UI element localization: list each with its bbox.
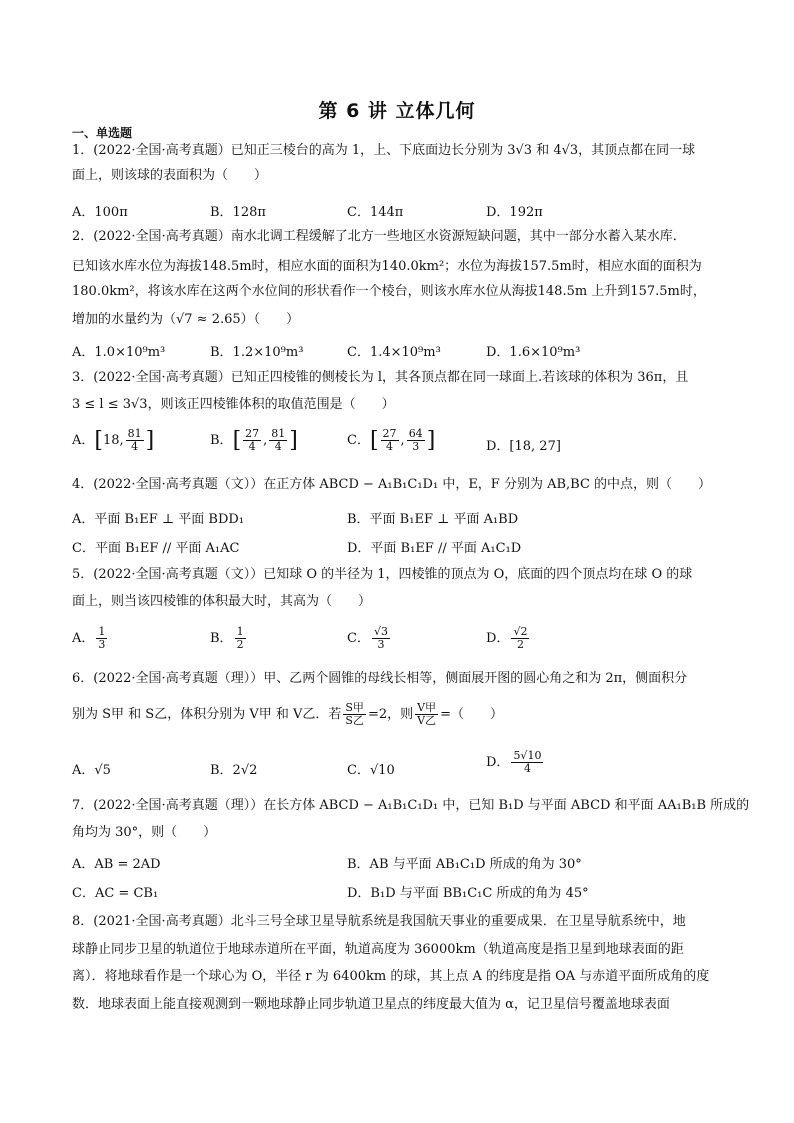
q5-c-den: 3 xyxy=(377,638,385,651)
q7-text-line2: 角均为 30°，则（ ） xyxy=(72,825,217,840)
q4-text-line1: 4．(2022·全国·高考真题（文））在正方体 ABCD − A₁B₁C₁D₁ 中，E，F 分别为 AB,BC 的中点，则（ ） xyxy=(72,477,712,492)
fraction xyxy=(511,626,529,651)
q6-text-line1: 6．(2022·全国·高考真题（理））甲、乙两个圆锥的母线长相等，侧面展开图的圆心角之和为 2π，侧面积分 xyxy=(72,671,688,686)
q6-option-d xyxy=(486,750,545,775)
fraction xyxy=(511,750,543,775)
open-bracket: [ xyxy=(94,428,103,453)
q8-text-line3: 离）．将地球看作是一个球心为 O，半径 r 为 6400km 的球，其上点 A 的纬度是指 OA 与赤道平面所成角的度 xyxy=(72,969,710,984)
q6-d-den: 4 xyxy=(523,762,531,775)
open-bracket: [ xyxy=(369,428,379,453)
q6-option-a: A．√5 xyxy=(72,763,111,778)
q3-c-num2: 64 xyxy=(408,427,423,440)
q7-option-c: C．AC = CB₁ xyxy=(72,886,159,901)
q1-text-line2: 面上，则该球的表面积为（ ） xyxy=(72,168,268,183)
q8-text-line2: 球静止同步卫星的轨道位于地球赤道所在平面，轨道高度为 36000km（轨道高度是指卫星到地球表面的距 xyxy=(72,942,684,957)
fraction xyxy=(415,702,438,727)
q7-option-d: D．B₁D 与平面 BB₁C₁C 所成的角为 45° xyxy=(347,886,589,901)
q2-text-line3: 180.0km²，将该水库在这两个水位间的形状看作一个棱台，则该水库水位从海拔148.5m 上升到157.5m时， xyxy=(72,284,706,299)
q5-option-c-label: C． xyxy=(347,631,370,646)
q2-option-b: B．1.2×10⁹m³ xyxy=(210,345,304,360)
q6-line2-part-b: =2，则 xyxy=(367,707,414,722)
q3-a-num: 81 xyxy=(127,427,142,440)
q3-option-c: C．[ $\frac{27}{4}$ , $\frac{64}{3}$ ] xyxy=(347,427,436,453)
q5-option-d xyxy=(486,626,531,651)
fraction xyxy=(235,626,246,651)
q3-text-line2: 3 ≤ l ≤ 3√3，则该正四棱锥体积的取值范围是（ ） xyxy=(72,397,395,412)
fraction xyxy=(243,428,261,453)
close-bracket: ] xyxy=(145,428,155,453)
q3-c-den2: 3 xyxy=(412,440,420,453)
q5-b-den: 2 xyxy=(236,638,244,651)
q6-option-b: B．2√2 xyxy=(210,763,258,778)
q3-option-a xyxy=(72,428,154,453)
q2-text-line4: 增加的水量约为（√7 ≈ 2.65）（ ） xyxy=(72,312,300,327)
q8-text-line4: 数．地球表面上能直接观测到一颗地球静止同步轨道卫星点的纬度最大值为 α，记卫星信号覆盖地球表面 xyxy=(72,997,670,1012)
q4-option-a: A．平面 B₁EF ⊥ 平面 BDD₁ xyxy=(72,512,245,527)
q7-option-a: A．AB = 2AD xyxy=(72,857,161,872)
q5-c-num: √3 xyxy=(373,625,388,638)
open-bracket: [ xyxy=(232,428,242,453)
q4-option-d: D．平面 B₁EF // 平面 A₁C₁D xyxy=(347,541,522,556)
q5-d-den: 2 xyxy=(516,638,524,651)
q3-c-den1: 4 xyxy=(386,440,394,453)
q5-option-b xyxy=(210,626,248,651)
q7-text-line1: 7．(2022·全国·高考真题（理））在长方体 ABCD − A₁B₁C₁D₁ 中，已知 B₁D 与平面 ABCD 和平面 AA₁B₁B 所成的 xyxy=(72,798,750,813)
q3-option-b: B．[ $\frac{27}{4}$ , $\frac{81}{4}$ ] xyxy=(210,427,298,453)
q6-d-num: 5√10 xyxy=(513,749,542,762)
fraction xyxy=(269,428,287,453)
fraction xyxy=(372,626,390,651)
q1-option-d: D．192π xyxy=(486,205,543,220)
q5-option-c xyxy=(347,626,392,651)
q3-option-a-left: 18, xyxy=(102,433,124,448)
q2-text-line1: 2．(2022·全国·高考真题）南水北调工程缓解了北方一些地区水资源短缺问题，其中一部分水蓄入某水库． xyxy=(72,229,686,244)
q4-option-b: B．平面 B₁EF ⊥ 平面 A₁BD xyxy=(347,512,519,527)
q3-option-d: D．[18, 27] xyxy=(486,439,561,454)
q4-option-c: C．平面 B₁EF // 平面 A₁AC xyxy=(72,541,240,556)
fraction xyxy=(96,626,107,651)
q5-text-line2: 面上，则当该四棱锥的体积最大时，其高为（ ） xyxy=(72,594,372,609)
q1-option-b: B．128π xyxy=(210,205,266,220)
q2-text-line2: 已知该水库水位为海拔148.5m时，相应水面的面积为140.0km²；水位为海拔157.5m时，相应水面的面积为 xyxy=(72,259,702,274)
q3-a-den: 4 xyxy=(131,440,139,453)
q5-option-b-label: B． xyxy=(210,631,233,646)
fraction xyxy=(407,428,425,453)
q1-text-line1: 1．(2022·全国·高考真题）已知正三棱台的高为 1，上、下底面边长分别为 3√3 和 4√3，其顶点都在同一球 xyxy=(72,143,696,158)
q5-option-a xyxy=(72,626,109,651)
fraction xyxy=(126,428,144,453)
q2-option-c: C．1.4×10⁹m³ xyxy=(347,345,441,360)
q6-option-c: C．√10 xyxy=(347,763,395,778)
q7-option-b: B．AB 与平面 AB₁C₁D 所成的角为 30° xyxy=(347,857,582,872)
q5-text-line1: 5．(2022·全国·高考真题（文））已知球 O 的半径为 1，四棱锥的顶点为 O，底面的四个顶点均在球 O 的球 xyxy=(72,567,693,582)
q6-frac1-den: S乙 xyxy=(345,714,364,727)
q5-a-num: 1 xyxy=(98,625,106,638)
q3-c-num1: 27 xyxy=(382,427,397,440)
q3-option-b-label: B． xyxy=(210,433,233,448)
q6-frac2-num: V甲 xyxy=(417,701,437,714)
q3-text-line1: 3．(2022·全国·高考真题）已知正四棱锥的侧棱长为 l，其各顶点都在同一球面上.若该球的体积为 36π，且 xyxy=(72,370,689,385)
q2-option-d: D．1.6×10⁹m³ xyxy=(486,345,581,360)
q3-option-c-label: C． xyxy=(347,433,370,448)
q2-option-a: A．1.0×10⁹m³ xyxy=(72,345,166,360)
q6-option-d-label: D． xyxy=(486,755,510,770)
section-heading: 一、单选题 xyxy=(72,126,133,140)
fraction xyxy=(381,428,399,453)
close-bracket: ] xyxy=(426,428,436,453)
q6-text-line2 xyxy=(72,702,722,727)
q8-text-line1: 8．(2021·全国·高考真题）北斗三号全球卫星导航系统是我国航天事业的重要成果．在卫星导航系统中，地 xyxy=(72,914,686,929)
q3-b-den1: 4 xyxy=(248,440,256,453)
q6-line2-part-a: 别为 S甲 和 S乙，体积分别为 V甲 和 V乙．若 xyxy=(72,707,342,722)
q5-option-d-label: D． xyxy=(486,631,510,646)
q1-option-a: A．100π xyxy=(72,205,128,220)
q6-frac2-den: V乙 xyxy=(417,714,437,727)
q3-b-num1: 27 xyxy=(245,427,260,440)
q5-d-num: √2 xyxy=(513,625,528,638)
q1-option-c: C．144π xyxy=(347,205,404,220)
q6-frac1-num: S甲 xyxy=(345,701,364,714)
q5-b-num: 1 xyxy=(236,625,244,638)
page-title: 第 6 讲 立体几何 xyxy=(318,100,476,122)
q3-b-num2: 81 xyxy=(271,427,286,440)
q5-option-a-label: A． xyxy=(72,631,95,646)
q3-b-den2: 4 xyxy=(274,440,282,453)
close-bracket: ] xyxy=(289,428,298,453)
q5-a-den: 3 xyxy=(98,638,106,651)
fraction xyxy=(343,702,366,727)
q3-option-a-label: A． xyxy=(72,433,95,448)
q6-line2-part-c: =（ ） xyxy=(440,707,503,722)
